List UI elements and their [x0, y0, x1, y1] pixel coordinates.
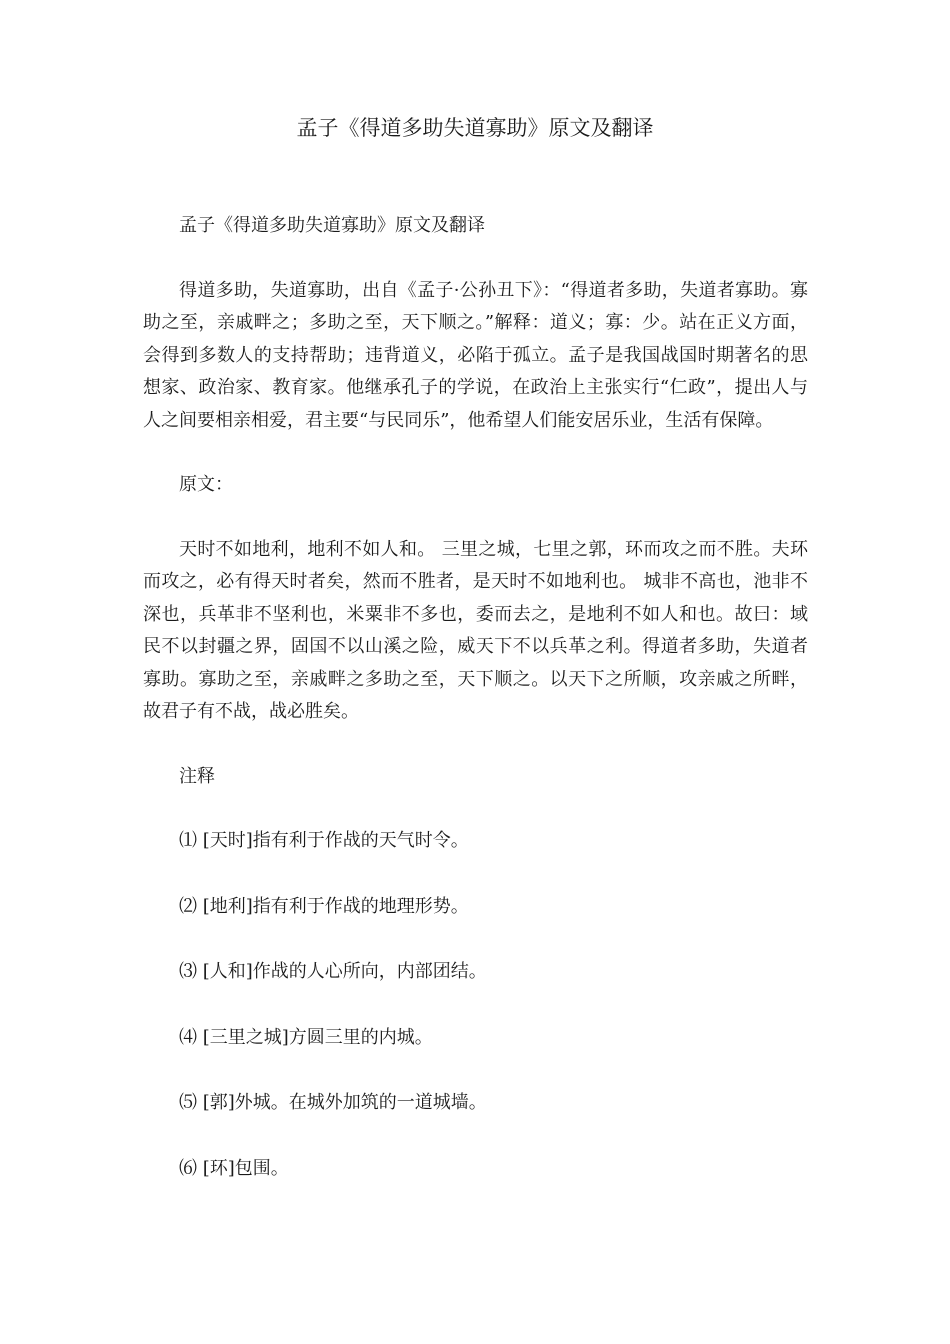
note-item: ⑵ [地利]指有利于作战的地理形势。 [179, 895, 469, 917]
subtitle-paragraph: 孟子《得道多助失道寡助》原文及翻译 [179, 215, 485, 236]
original-heading: 原文： [179, 474, 233, 495]
notes-heading: 注释 [179, 765, 215, 787]
document-body [143, 210, 808, 1218]
original-text-paragraph: 天时不如地利，地利不如人和。 三里之城，七里之郭，环而攻之而不胜。夫环而攻之，必有得天时者矣，然而不胜者，是天时不如地利也。 城非不高也，池非不深也，兵革非不坚利也，米粟非不多也，委而去之，是地利不如人和也。故曰：域民不以封疆之界，固国不以山溪之险，威天下不以兵革之利。得道者多助，失道者寡助。寡助之至，亲戚畔之多助之至，天下顺之。以天下之所顺，攻亲戚之所畔，故君子有不战，战必胜矣。 [143, 538, 808, 722]
note-item: ⑷ [三里之城]方圆三里的内城。 [179, 1026, 433, 1048]
note-item: ⑹ [环]包围。 [179, 1157, 289, 1179]
note-item: ⑴ [天时]指有利于作战的天气时令。 [179, 830, 469, 851]
intro-paragraph: 得道多助，失道寡助，出自《孟子·公孙丑下》：“得道者多助，失道者寡助。寡助之至，亲戚畔之；多助之至，天下顺之。”解释：道义；寡：少。站在正义方面，会得到多数人的支持帮助；违背道义，必陷于孤立。孟子是我国战国时期著名的思想家、政治家、教育家。他继承孔子的学说，在政治上主张实行“仁政”，提出人与人之间要相亲相爱，君主要“与民同乐”，他希望人们能安居乐业，生活有保障。 [143, 279, 808, 431]
note-item: ⑶ [人和]作战的人心所向，内部团结。 [179, 961, 487, 982]
document-title: 孟子《得道多助失道寡助》原文及翻译 [296, 116, 654, 140]
note-item: ⑸ [郭]外城。在城外加筑的一道城墙。 [179, 1092, 487, 1113]
